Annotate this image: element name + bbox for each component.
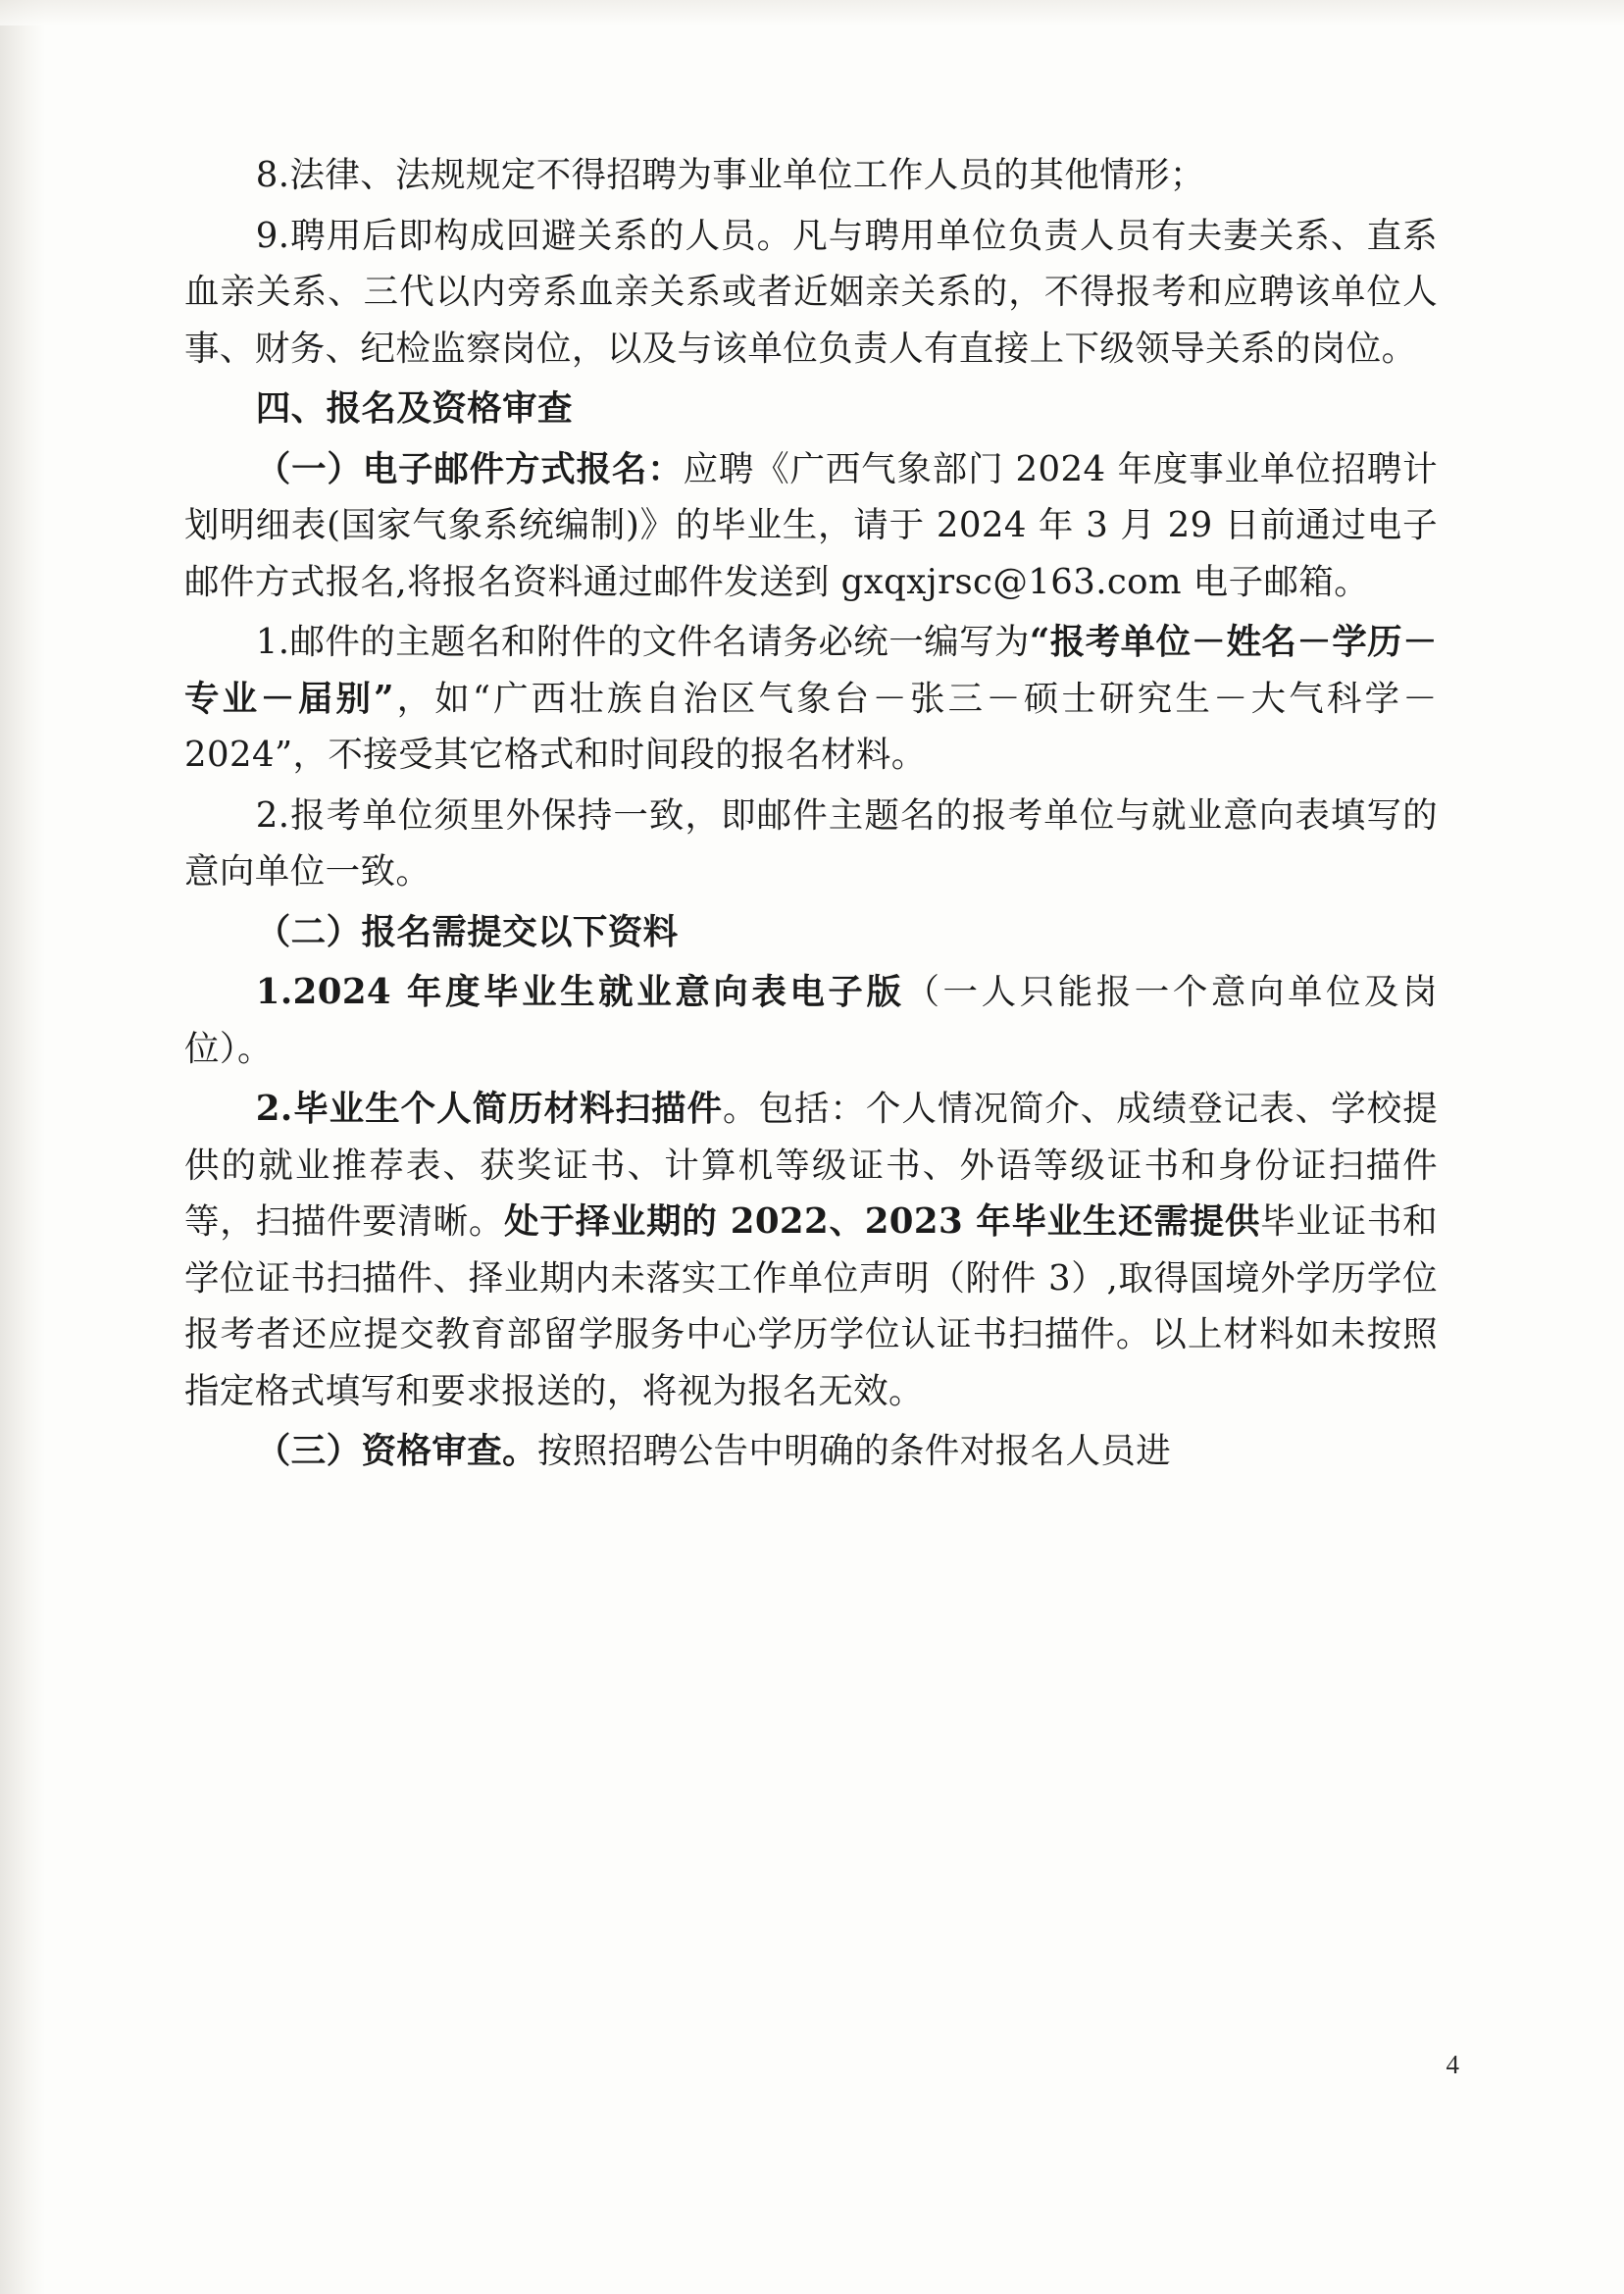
section-heading-four: 四、报名及资格审查 <box>255 388 573 429</box>
section-heading-subsection-two: （二）报名需提交以下资料 <box>255 911 679 952</box>
paragraph-subsection-two-item-1: 1.2024 年度毕业生就业意向表电子版（一人只能报一个意向单位及岗位）。 <box>184 972 1438 1069</box>
page-number: 4 <box>1446 2050 1459 2079</box>
scan-edge-left <box>0 0 45 2294</box>
paragraph-subsection-two-item-2: 2.毕业生个人简历材料扫描件。包括：个人情况简介、成绩登记表、学校提供的就业推荐表、获奖证书、计算机等级证书、外语等级证书和身份证扫描件等，扫描件要清晰。处于择业期的 2022、2023 年毕业生还需提供毕业证书和学位证书扫描件、择业期内未落实工作单位声明（附件 3）,取得国境外学历学位报考者还应提交教育部留学服务中心学历学位认证书扫描件。以上材料如未按照指定格式填写和要求报送的，将视为报名无效。 <box>184 1089 1438 1411</box>
paragraph-subsection-one: （一）电子邮件方式报名：应聘《广西气象部门 2024 年度事业单位招聘计划明细表(国家气象系统编制)》的毕业生，请于 2024 年 3 月 29 日前通过电子邮件方式报名,将报名资料通过邮件发送到 gxqxjrsc@163.com 电子邮箱。 <box>184 448 1438 602</box>
paragraph-subsection-one-item-1: 1.邮件的主题名和附件的文件名请务必统一编写为“报考单位－姓名－学历－专业－届别”，如“广西壮族自治区气象台－张三－硕士研究生－大气科学－2024”，不接受其它格式和时间段的报名材料。 <box>184 622 1438 775</box>
paragraph-subsection-three: （三）资格审查。按照招聘公告中明确的条件对报名人员进 <box>255 1431 1172 1471</box>
paragraph-subsection-one-item-2: 2.报考单位须里外保持一致，即邮件主题名的报考单位与就业意向表填写的意向单位一致。 <box>184 794 1438 892</box>
document-body <box>184 147 1438 1484</box>
paragraph-item-8: 8.法律、法规规定不得招聘为事业单位工作人员的其他情形； <box>255 155 1205 195</box>
scan-edge-top <box>0 0 1624 25</box>
paragraph-item-9: 9.聘用后即构成回避关系的人员。凡与聘用单位负责人员有夫妻关系、直系血亲关系、三代以内旁系血亲关系或者近姻亲关系的，不得报考和应聘该单位人事、财务、纪检监察岗位，以及与该单位负责人有直接上下级领导关系的岗位。 <box>184 215 1438 369</box>
